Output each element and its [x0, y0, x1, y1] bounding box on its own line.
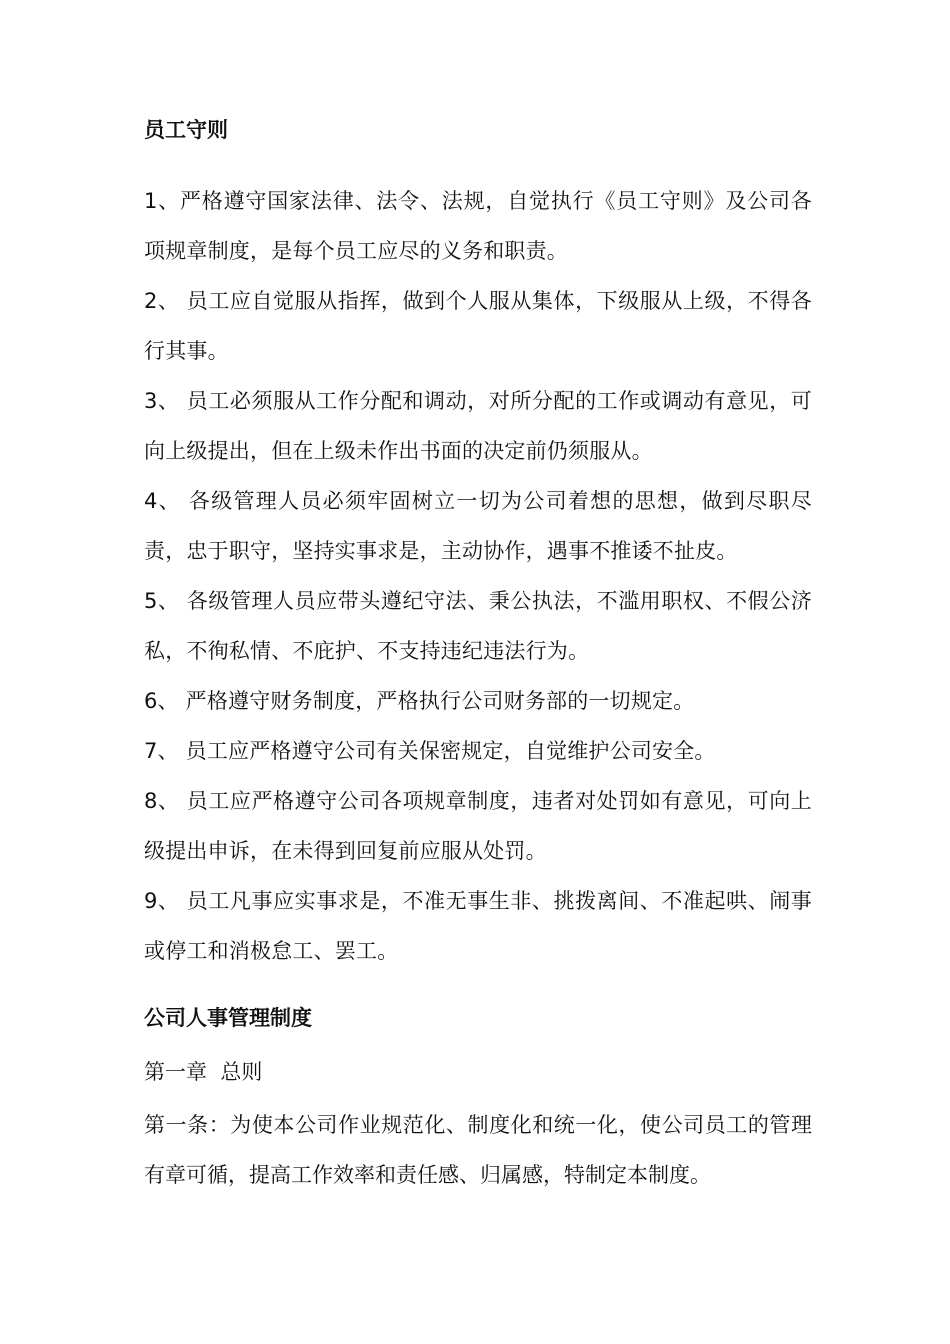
rule-item-8: 8、 员工应严格遵守公司各项规章制度，违者对处罚如有意见，可向上级提出申诉，在未得到回复前应服从处罚。 — [144, 789, 812, 863]
chapter-title: 第一章 总则 — [144, 1060, 263, 1084]
rule-item-5: 5、 各级管理人员应带头遵纪守法、秉公执法，不滥用职权、不假公济私，不徇私情、不庇护、不支持违纪违法行为。 — [144, 589, 812, 663]
rule-item-4: 4、 各级管理人员必须牢固树立一切为公司着想的思想，做到尽职尽责，忠于职守，坚持实事求是，主动协作，遇事不推诿不扯皮。 — [144, 489, 812, 563]
rule-item-2: 2、 员工应自觉服从指挥，做到个人服从集体，下级服从上级，不得各行其事。 — [144, 289, 812, 363]
section-heading-employee-rules: 员工守则 — [144, 118, 228, 142]
section-heading-hr-policy: 公司人事管理制度 — [144, 1006, 312, 1030]
rule-item-6: 6、 严格遵守财务制度，严格执行公司财务部的一切规定。 — [144, 689, 695, 713]
rule-item-1: 1、严格遵守国家法律、法令、法规，自觉执行《员工守则》及公司各项规章制度，是每个员工应尽的义务和职责。 — [144, 189, 812, 263]
article-1: 第一条：为使本公司作业规范化、制度化和统一化，使公司员工的管理有章可循，提高工作效率和责任感、归属感，特制定本制度。 — [144, 1113, 812, 1187]
document-body — [144, 110, 812, 1200]
rule-item-3: 3、 员工必须服从工作分配和调动，对所分配的工作或调动有意见，可向上级提出，但在上级未作出书面的决定前仍须服从。 — [144, 389, 812, 463]
employee-rules-list — [144, 176, 812, 976]
rule-item-9: 9、 员工凡事应实事求是，不准无事生非、挑拨离间、不准起哄、闹事或停工和消极怠工、罢工。 — [144, 889, 812, 963]
rule-item-7: 7、 员工应严格遵守公司有关保密规定，自觉维护公司安全。 — [144, 739, 716, 763]
